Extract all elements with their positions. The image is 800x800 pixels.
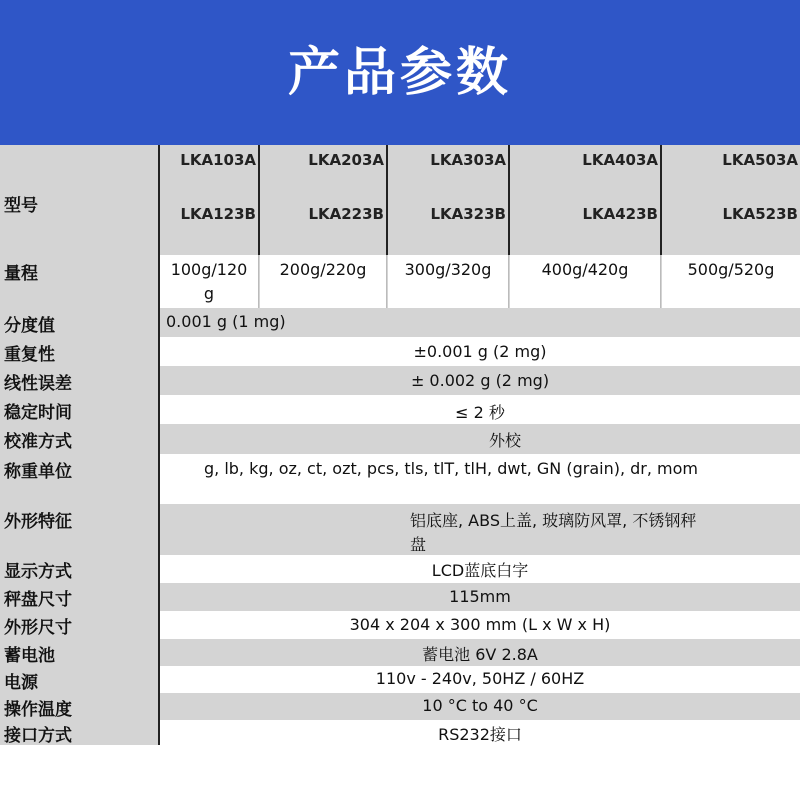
row-label-model: 型号	[4, 196, 38, 216]
table-row-resolution	[0, 308, 800, 337]
model-cell-3	[388, 145, 508, 255]
model-a: LKA503A	[722, 151, 798, 169]
row-label: 线性误差	[0, 366, 160, 395]
table-row-pan-size	[0, 583, 800, 611]
capacity-cell-1	[160, 255, 258, 308]
table-row-temperature	[0, 693, 800, 720]
row-value-line: 铝底座, ABS上盖, 玻璃防风罩, 不锈钢秤	[410, 511, 697, 530]
row-value: RS232接口	[160, 720, 800, 745]
label-separator	[158, 666, 160, 693]
row-label: 秤盘尺寸	[0, 583, 160, 611]
label-separator	[158, 583, 160, 611]
row-label: 蓄电池	[0, 639, 160, 666]
label-separator	[158, 693, 160, 720]
row-label: 称重单位	[0, 454, 160, 504]
model-cell-5	[662, 145, 800, 255]
model-a: LKA203A	[308, 151, 384, 169]
capacity-cell-5: 500g/520g	[662, 255, 800, 308]
capacity-cell-3: 300g/320g	[388, 255, 508, 308]
row-value-line: 盘	[410, 535, 427, 554]
table-row-interface	[0, 720, 800, 745]
column-divider	[660, 145, 662, 255]
table-row-appearance	[0, 504, 800, 555]
table-row-capacity	[0, 255, 800, 308]
table-row-stabilization	[0, 395, 800, 424]
column-divider	[508, 145, 510, 255]
row-value: 10 °C to 40 °C	[160, 693, 800, 720]
label-separator	[158, 424, 160, 454]
row-label: 校准方式	[0, 424, 160, 454]
row-label: 分度值	[0, 308, 160, 337]
label-separator	[158, 720, 160, 745]
column-divider	[508, 255, 509, 308]
row-value: 0.001 g (1 mg)	[160, 308, 800, 337]
capacity-cell-4: 400g/420g	[510, 255, 660, 308]
row-value	[160, 504, 800, 555]
row-value: g, lb, kg, oz, ct, ozt, pcs, tls, tlT, tlH, dwt, GN (grain), dr, mom	[160, 454, 800, 504]
row-value: ±0.001 g (2 mg)	[160, 337, 800, 366]
label-separator	[158, 145, 160, 255]
column-divider	[258, 145, 260, 255]
row-label-capacity: 量程	[4, 264, 38, 284]
model-b: LKA123B	[180, 205, 256, 223]
model-cell-1	[160, 145, 258, 255]
model-a: LKA403A	[582, 151, 658, 169]
row-value: ± 0.002 g (2 mg)	[160, 366, 800, 395]
table-row-display	[0, 555, 800, 583]
label-separator	[158, 337, 160, 366]
table-row-units	[0, 454, 800, 504]
table-row-calibration	[0, 424, 800, 454]
row-label: 操作温度	[0, 693, 160, 720]
row-label: 重复性	[0, 337, 160, 366]
row-value: 110v - 240v, 50HZ / 60HZ	[160, 666, 800, 693]
row-value: 115mm	[160, 583, 800, 611]
table-row-models	[0, 145, 800, 255]
row-value: 304 x 204 x 300 mm (L x W x H)	[160, 611, 800, 639]
row-label: 电源	[0, 666, 160, 693]
label-separator	[158, 611, 160, 639]
label-separator	[158, 454, 160, 504]
capacity-value-wrap: g	[203, 284, 215, 303]
model-a: LKA103A	[180, 151, 256, 169]
label-separator	[158, 255, 160, 308]
column-divider	[386, 255, 387, 308]
column-divider	[660, 255, 661, 308]
row-value: ≤ 2 秒	[160, 395, 800, 424]
capacity-value: 100g/120	[170, 260, 248, 279]
label-separator	[158, 308, 160, 337]
column-divider	[258, 255, 259, 308]
row-value: 蓄电池 6V 2.8A	[160, 639, 800, 666]
row-value: LCD蓝底白字	[160, 555, 800, 583]
table-row-dimensions	[0, 611, 800, 639]
table-row-linearity	[0, 366, 800, 395]
row-label: 外形特征	[0, 504, 160, 555]
row-label: 外形尺寸	[0, 611, 160, 639]
label-separator	[158, 555, 160, 583]
label-separator	[158, 504, 160, 555]
table-row-power	[0, 666, 800, 693]
label-separator	[158, 395, 160, 424]
capacity-cell-2: 200g/220g	[260, 255, 386, 308]
model-b: LKA323B	[430, 205, 506, 223]
title-banner	[0, 0, 800, 145]
model-a: LKA303A	[430, 151, 506, 169]
model-b: LKA223B	[308, 205, 384, 223]
row-value: 外校	[160, 424, 800, 454]
row-label: 接口方式	[0, 720, 160, 745]
column-divider	[386, 145, 388, 255]
label-separator	[158, 639, 160, 666]
table-row-battery	[0, 639, 800, 666]
model-cell-2	[260, 145, 386, 255]
row-label: 稳定时间	[0, 395, 160, 424]
model-b: LKA523B	[722, 205, 798, 223]
label-separator	[158, 366, 160, 395]
model-cell-4	[510, 145, 660, 255]
table-row-repeatability	[0, 337, 800, 366]
model-b: LKA423B	[582, 205, 658, 223]
row-label: 显示方式	[0, 555, 160, 583]
page-title: 产品参数	[287, 43, 512, 103]
